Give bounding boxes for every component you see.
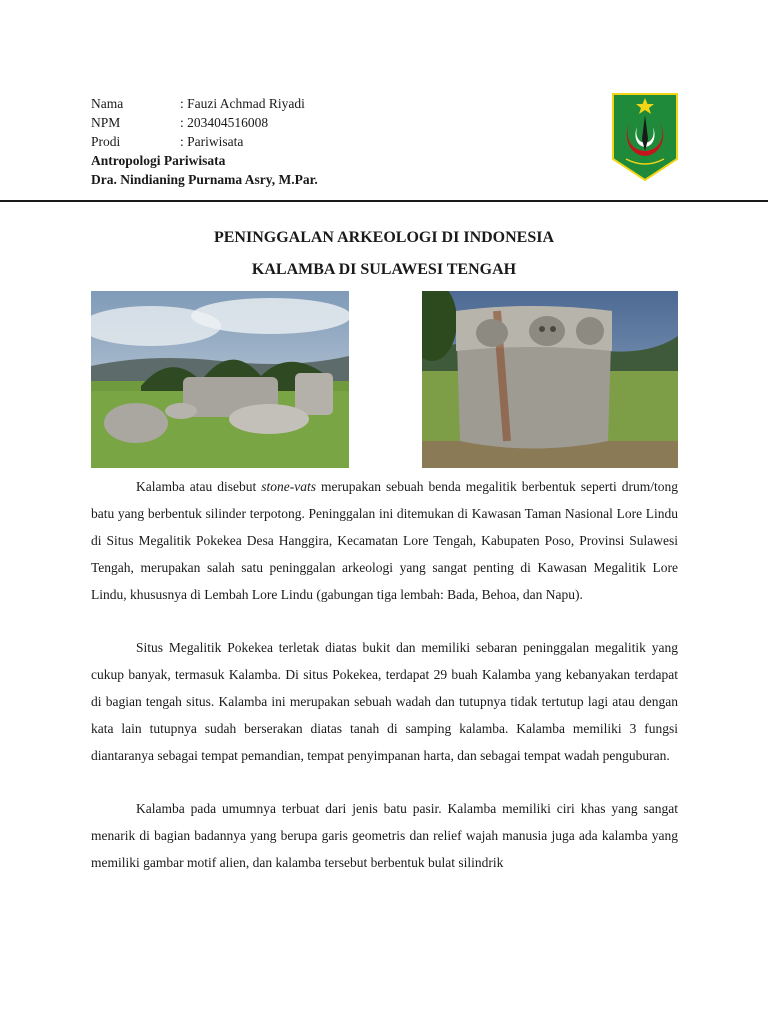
kalamba-site-photo <box>91 291 349 468</box>
info-row-npm <box>91 113 691 132</box>
paragraph-2: Situs Megalitik Pokekea terletak diatas bukit dan memiliki sebaran peninggalan megalitik yang cukup banyak, termasuk Kalamba. Di situs Pokekea, terdapat 29 buah Kalamba yang kebanyakan terdapat di bagian tengah situs. Kalamba ini merupakan sebuah wadah dan tutupnya tidak tertutup lagi atau dengan kata lain tutupnya sudah berserakan diatas tanah di samping kalamba. Kalamba memiliki 3 fungsi diantaranya sebagai tempat pemandian, tempat penyimpanan harta, dan sebagai tempat wadah penguburan. <box>91 640 678 763</box>
document-subtitle: KALAMBA DI SULAWESI TENGAH <box>251 261 517 278</box>
header-divider <box>0 200 768 202</box>
university-crest-icon <box>612 93 678 181</box>
info-key: Nama <box>91 96 124 111</box>
info-value: : Pariwisata <box>180 134 244 149</box>
info-key: NPM <box>91 115 121 130</box>
paragraph-3: Kalamba pada umumnya terbuat dari jenis batu pasir. Kalamba memiliki ciri khas yang sangat menarik di bagian badannya yang berupa garis geometris dan relief wajah manusia juga ada kalamba yang memiliki gambar motif alien, dan kalamba tersebut berbentuk bulat silindrik <box>91 801 678 870</box>
article-body <box>91 473 678 902</box>
info-value: : Fauzi Achmad Riyadi <box>180 96 305 111</box>
info-key: Prodi <box>91 134 121 149</box>
info-row-prodi <box>91 132 691 151</box>
italic-term: stone-vats <box>261 479 316 494</box>
lecturer-name: Dra. Nindianing Purnama Asry, M.Par. <box>91 172 318 187</box>
paragraph-text: merupakan sebuah benda megalitik berbentuk seperti drum/tong batu yang berbentuk silinder terpotong. Peninggalan ini ditemukan di Kawasan Taman Nasional Lore Lindu di Situs Megalitik Pokekea Desa Hanggira, Kecamatan Lore Tengah, Kabupaten Poso, Provinsi Sulawesi Tengah, merupakan salah satu peninggalan arkeologi yang sangat penting di Kawasan Megalitik Lore Lindu, khususnya di Lembah Lore Lindu (gabungan tiga lembah: Bada, Behoa, dan Napu). <box>91 479 678 602</box>
info-value: : 203404516008 <box>180 115 269 130</box>
course-name: Antropologi Pariwisata <box>91 153 226 168</box>
paragraph-1 <box>91 473 678 608</box>
info-row-nama <box>91 94 691 113</box>
paragraph-text: Kalamba atau disebut <box>136 479 262 494</box>
document-title: PENINGGALAN ARKEOLOGI DI INDONESIA <box>213 229 555 246</box>
student-info <box>91 94 691 189</box>
kalamba-face-relief-photo <box>422 291 678 468</box>
